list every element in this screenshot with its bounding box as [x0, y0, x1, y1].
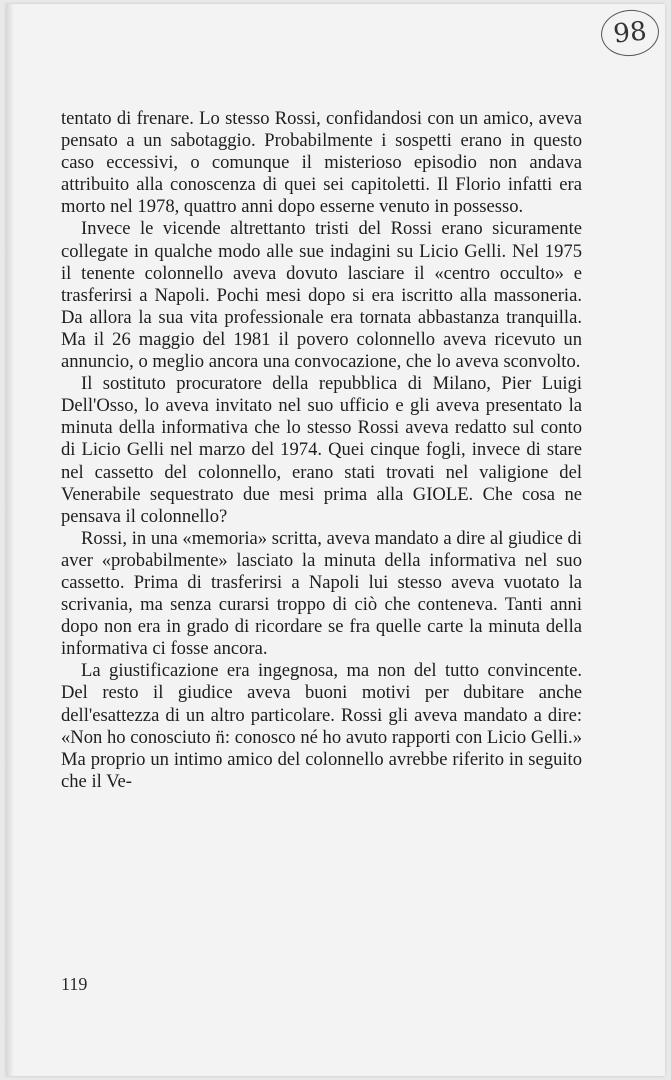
page-binding-edge: [6, 4, 14, 1076]
paragraph-5: La giustificazione era ingegnosa, ma non del tutto convincente. Del resto il giudice aveva buoni motivi per dubitare anche dell'esattezza di un altro particolare. Rossi gli aveva mandato a dire: «Non ho conosciuto n̈: conosco né ho avuto rapporti con Licio Gelli.» Ma proprio un intimo amico del colonnello avrebbe riferito in seguito che il Ve-: [61, 660, 582, 792]
paragraph-4: Rossi, in una «memoria» scritta, aveva mandato a dire al giudice di aver «probabilmente» lasciato la minuta della informativa nel suo cassetto. Prima di trasferirsi a Napoli lui stesso aveva vuotato la scrivania, ma senza curarsi troppo di ciò che conteneva. Tanti anni dopo non era in grado di ricordare se fra quelle carte la minuta della informativa ci fosse ancora.: [61, 527, 582, 660]
page-number: 119: [61, 974, 88, 994]
paragraph-3: Il sostituto procuratore della repubblica di Milano, Pier Luigi Dell'Osso, lo aveva invitato nel suo ufficio e gli aveva presentato la minuta della informativa che lo stesso Rossi aveva redatto sul conto di Licio Gelli nel marzo del 1974. Quei cinque fogli, invece di stare nel cassetto del colonnello, erano stati trovati nel valigione del Venerabile sequestrato due mesi prima alla GIOLE. Che cosa ne pensava il colonnello?: [61, 373, 582, 527]
handwritten-page-annotation: 98: [599, 7, 661, 59]
body-text: [61, 108, 582, 793]
paragraph-1: tentato di frenare. Lo stesso Rossi, confidandosi con un amico, aveva pensato a un sabotaggio. Probabilmente i sospetti erano in questo caso eccessivi, o comunque il misterioso episodio non andava attribuito alla conoscenza di quei sei capitoletti. Il Florio infatti era morto nel 1978, quattro anni dopo esserne venuto in possesso.: [61, 108, 582, 218]
paragraph-2: Invece le vicende altrettanto tristi del Rossi erano sicuramente collegate in qualche modo alle sue indagini su Licio Gelli. Nel 1975 il tenente colonnello aveva dovuto lasciare il «centro occulto» e trasferirsi a Napoli. Pochi mesi dopo si era iscritto alla massoneria. Da allora la sua vita professionale era tornata abbastanza tranquilla. Ma il 26 maggio del 1981 il povero colonnello aveva ricevuto un annuncio, o meglio ancora una convocazione, che lo aveva sconvolto.: [61, 218, 582, 373]
book-page: [6, 4, 665, 1076]
